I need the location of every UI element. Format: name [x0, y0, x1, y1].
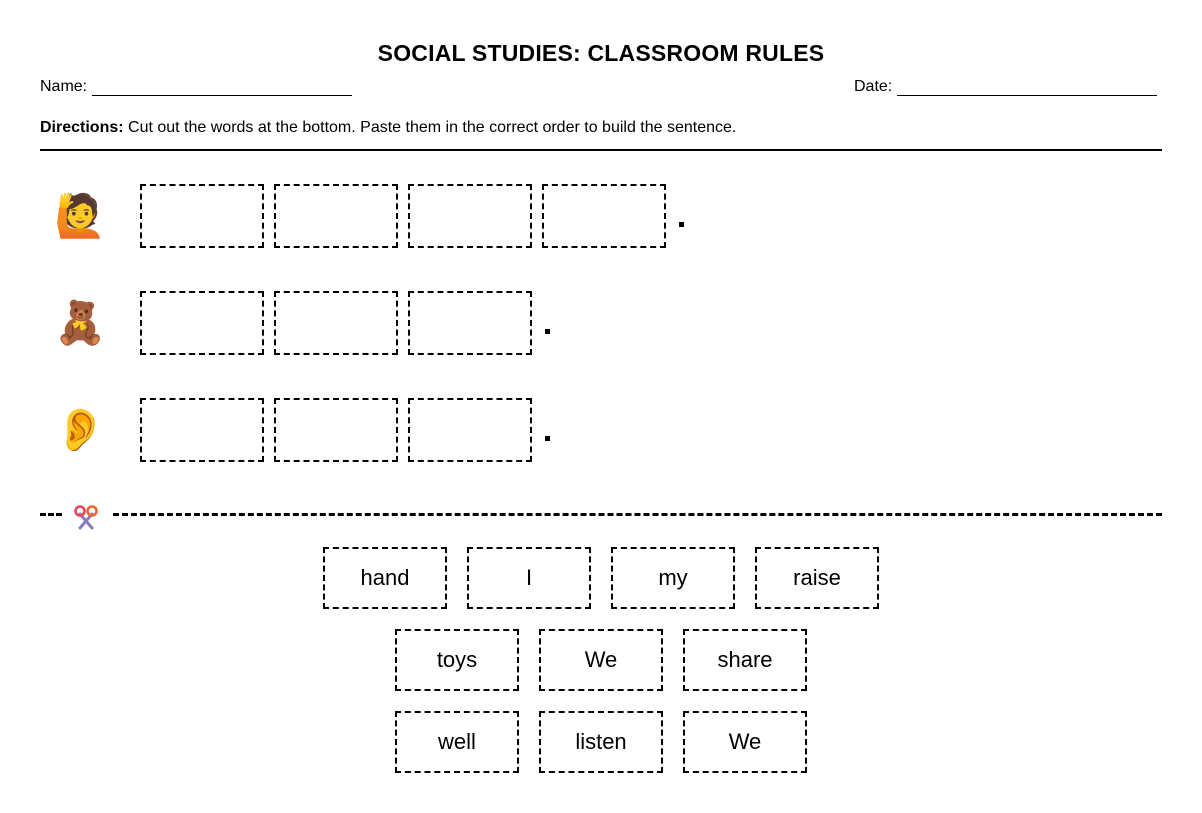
directions — [40, 119, 736, 137]
word-card[interactable]: my — [611, 547, 735, 609]
word-card[interactable]: share — [683, 629, 807, 691]
word-card[interactable]: raise — [755, 547, 879, 609]
sentence-period — [679, 222, 684, 227]
raising-hand-person-icon: 🙋 — [54, 192, 107, 239]
answer-slot[interactable] — [140, 398, 264, 462]
ear-icon: 👂 — [54, 406, 107, 453]
cut-line-right — [113, 513, 1162, 516]
answer-slot[interactable] — [140, 184, 264, 248]
answer-slot[interactable] — [542, 184, 666, 248]
answer-slot[interactable] — [408, 291, 532, 355]
cut-line-left — [40, 513, 62, 516]
directions-label: Directions: — [40, 119, 124, 136]
directions-text: Cut out the words at the bottom. Paste them in the correct order to build the sentence. — [123, 119, 737, 136]
name-label: Name: — [40, 78, 88, 95]
name-blank-line[interactable] — [92, 79, 352, 96]
sentence-row-2 — [0, 291, 1202, 355]
name-field — [40, 78, 352, 96]
teddy-bear-icon: 🧸 — [54, 299, 107, 346]
answer-slot[interactable] — [274, 291, 398, 355]
word-card[interactable]: toys — [395, 629, 519, 691]
answer-slot[interactable] — [408, 398, 532, 462]
page-title: SOCIAL STUDIES: CLASSROOM RULES — [377, 40, 825, 66]
date-label: Date: — [854, 78, 893, 95]
word-card[interactable]: well — [395, 711, 519, 773]
answer-slot[interactable] — [274, 398, 398, 462]
word-card[interactable]: We — [683, 711, 807, 773]
sentence-period — [545, 329, 550, 334]
word-card[interactable]: We — [539, 629, 663, 691]
answer-slot[interactable] — [274, 184, 398, 248]
date-field — [854, 78, 1157, 96]
word-card[interactable]: listen — [539, 711, 663, 773]
word-card[interactable]: hand — [323, 547, 447, 609]
sentence-row-1 — [0, 184, 1202, 248]
scissors-icon — [72, 503, 100, 531]
header-divider — [40, 149, 1162, 151]
sentence-row-3 — [0, 398, 1202, 462]
answer-slot[interactable] — [408, 184, 532, 248]
sentence-period — [545, 436, 550, 441]
date-blank-line[interactable] — [897, 79, 1157, 96]
answer-slot[interactable] — [140, 291, 264, 355]
word-card[interactable]: I — [467, 547, 591, 609]
